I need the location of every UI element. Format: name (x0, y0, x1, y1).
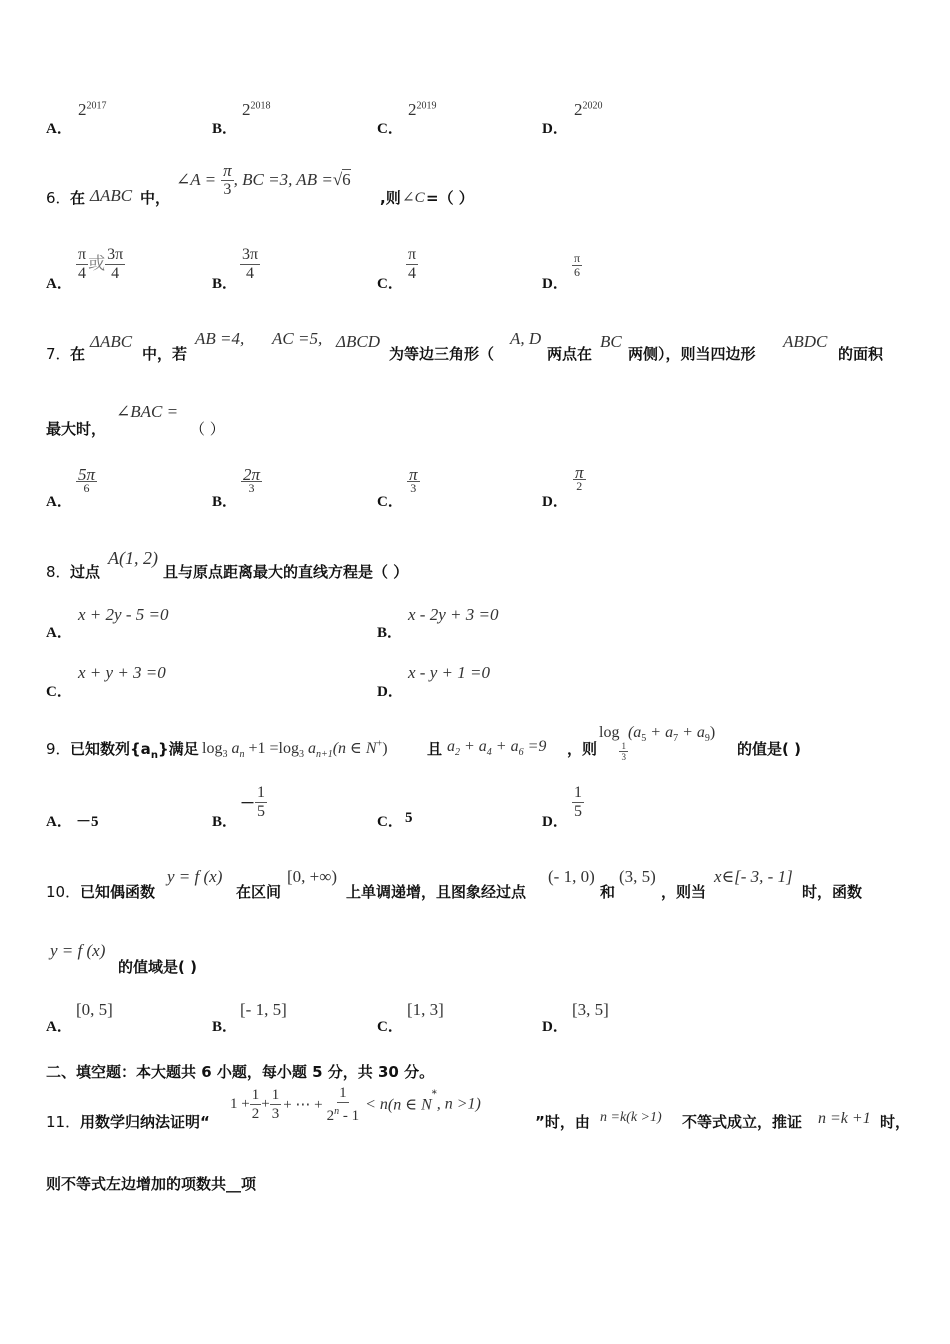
q9-text-1 (70, 738, 199, 761)
q10-text-3: 上单调递增，且图象经过点 (346, 883, 527, 901)
q11-cond-end: , n >1) (436, 1095, 481, 1113)
q8-option-b-label: B． (377, 625, 403, 641)
q6-c-den: 4 (408, 265, 417, 282)
q9-t1-sub: n (150, 750, 158, 761)
q5-b-exp: 2018 (250, 100, 271, 112)
q9-option-b-value (240, 784, 267, 821)
q7-option-c-label: C． (377, 494, 403, 510)
q9-option-c-label: C． (377, 814, 403, 830)
q10-text-4: 和 (600, 883, 616, 901)
q7-a-den: 6 (83, 481, 90, 495)
q11-star: * (431, 1089, 437, 1100)
q8-number: 8． (46, 563, 71, 581)
q7-d-den: 2 (576, 479, 583, 493)
q7-d-num: π (575, 463, 584, 482)
q9-option-d-value (572, 784, 584, 821)
q9-eq9: =9 (523, 738, 547, 755)
q6-angle-c: ∠C (402, 190, 425, 206)
q10-option-c-label: C． (377, 1019, 403, 1035)
q6-option-c-label: C． (377, 276, 403, 292)
q6-c-num: π (408, 246, 417, 263)
q9-base-3: 3 (222, 749, 228, 761)
q6-condition (176, 162, 351, 199)
q6-text-3: ,则 (380, 189, 401, 207)
q6-a-num2: 3π (107, 246, 124, 263)
q10-text-1: 已知偶函数 (80, 883, 156, 901)
q9-a7: + a (646, 724, 674, 741)
q7-option-d-value (573, 463, 586, 493)
q6-number: 6． (46, 189, 71, 207)
q11-plus: + (261, 1096, 270, 1112)
q5-a-base: 2 (78, 100, 87, 119)
q5-c-exp: 2019 (416, 100, 437, 112)
q11-text-1: 用数学归纳法证明“ (80, 1113, 210, 1131)
q6-a-num1: π (78, 246, 87, 263)
q10-option-a-label: A． (46, 1019, 72, 1035)
q6-rest: , BC =3, AB = (233, 170, 333, 189)
q8-option-c-value: x + y + 3 =0 (78, 663, 166, 682)
q8-text-2: 且与原点距离最大的直线方程是（ ） (163, 563, 409, 581)
q11-text-4: 时， (880, 1113, 911, 1131)
q11-f3-den: 2 (326, 1108, 335, 1124)
q9-sum (447, 738, 546, 758)
q9-cond-end: ) (382, 740, 388, 757)
q8-text-1: 过点 (70, 563, 101, 581)
q7-text-8: （ ） (190, 420, 225, 438)
q10-text-5: ，则当 (661, 883, 707, 901)
q8-option-c-label: C． (46, 684, 72, 700)
q11-text-5: 则不等式左边增加的项数共__项 (46, 1175, 257, 1193)
q7-ab: AB =4, (195, 329, 245, 348)
q7-a-num: 5π (78, 465, 96, 484)
q11-number: 11． (46, 1113, 81, 1131)
q7-option-b-value (241, 465, 262, 495)
q5-option-a-label: A． (46, 121, 72, 137)
q7-b-num: 2π (243, 465, 261, 484)
q5-option-c-value (408, 100, 437, 120)
q9-log1: log (202, 740, 223, 757)
q9-n1-sub: n+1 (315, 749, 333, 761)
q9-an1: a (307, 740, 316, 757)
q10-option-b-label: B． (212, 1019, 238, 1035)
q6-option-d-value (572, 252, 582, 279)
q9-b-den: 5 (257, 803, 266, 820)
q5-b-base: 2 (242, 100, 251, 119)
q11-text-2: ”时，由 (535, 1113, 590, 1131)
q8-option-d-value: x - y + 1 =0 (408, 663, 490, 682)
q9-option-a-label: A． (46, 814, 72, 830)
q9-arg: (a (627, 724, 642, 741)
q11-text-3: 不等式成立，推证 (682, 1113, 803, 1131)
q10-point-1: (- 1, 0) (548, 867, 595, 886)
q10-point-2: (3, 5) (619, 867, 656, 886)
q7-option-a-value (76, 465, 97, 495)
q9-t1: 已知数列{a (70, 740, 151, 758)
q6-pi: π (223, 161, 232, 180)
q6-d-den: 6 (574, 265, 581, 279)
q6-pi-over-3 (221, 162, 234, 199)
q10-option-d-value: [3, 5] (572, 1000, 609, 1019)
q6-d-num: π (574, 251, 581, 265)
q6-option-b-value (240, 246, 260, 283)
q9-number: 9． (46, 740, 71, 758)
q5-d-base: 2 (574, 100, 583, 119)
q9-sub5: 5 (641, 733, 647, 745)
q7-text-5: 两侧），则当四边形 (628, 345, 756, 363)
q9-option-d-label: D． (542, 814, 568, 830)
q9-cond: (n ∈ N (332, 740, 377, 757)
q7-c-num: π (409, 465, 418, 484)
q7-text-1: 在 (70, 345, 86, 363)
q7-option-a-label: A． (46, 494, 72, 510)
q9-arg-end: ) (709, 724, 716, 741)
q11-f3-exp: n (334, 1106, 340, 1117)
q11-f1-den: 2 (251, 1106, 260, 1122)
q11-lt: < n (365, 1095, 388, 1113)
q9-b-sign: － (240, 796, 256, 812)
q6-three: 3 (223, 181, 232, 198)
q8-option-a-label: A． (46, 625, 72, 641)
q11-nk1: n =k +1 (818, 1110, 871, 1127)
q11-f3-minus: - 1 (339, 1108, 360, 1124)
q7-ad: A, D (510, 329, 542, 348)
q5-option-a-value (78, 100, 107, 120)
q5-option-d-label: D． (542, 121, 568, 137)
q9-plus1: +1 =log (244, 740, 299, 757)
q7-option-b-label: B． (212, 494, 238, 510)
q6-b-num: 3π (242, 246, 259, 263)
q9-text-4: 的值是( ) (737, 740, 801, 758)
q7-c-den: 3 (410, 481, 417, 495)
q8-option-d-label: D． (377, 684, 403, 700)
q9-recurrence (202, 738, 388, 760)
q7-ac: AC =5, (272, 329, 323, 348)
q5-c-base: 2 (408, 100, 417, 119)
q9-d-den: 5 (574, 803, 582, 820)
q9-sub9: 9 (704, 733, 710, 745)
section-2-heading: 二、填空题：本大题共 6 小题，每小题 5 分，共 30 分。 (46, 1063, 435, 1081)
q9-option-b-label: B． (212, 814, 238, 830)
q7-triangle-bcd: ΔBCD (336, 332, 380, 351)
q10-option-b-value: [- 1, 5] (240, 1000, 287, 1019)
q6-a-or: 或 (88, 254, 106, 273)
q6-option-b-label: B． (212, 276, 238, 292)
q11-f2-num: 1 (271, 1087, 280, 1103)
q9-sub4: 4 (486, 747, 492, 759)
q5-d-exp: 2020 (582, 100, 603, 112)
q9-b-num: 1 (257, 784, 266, 801)
q11-one: 1 + (230, 1096, 250, 1112)
q8-option-b-value: x - 2y + 3 =0 (408, 605, 499, 624)
q6-triangle: ΔABC (90, 186, 133, 205)
q7-b-den: 3 (248, 481, 255, 495)
q9-log2: log (599, 724, 620, 741)
q10-function-2: y = f (x) (50, 941, 106, 960)
q11-f2-den: 3 (271, 1106, 280, 1122)
q6-a-den1: 4 (78, 265, 87, 282)
q10-text-6: 时，函数 (802, 883, 863, 901)
q8-option-a-value: x + 2y - 5 =0 (78, 605, 169, 624)
q7-text-7: 最大时， (46, 420, 107, 438)
q6-option-a-value (76, 246, 125, 283)
q10-option-c-value: [1, 3] (407, 1000, 444, 1019)
q7-triangle-abc: ΔABC (90, 332, 133, 351)
q8-point: A(1, 2) (108, 548, 158, 568)
q5-a-exp: 2017 (86, 100, 107, 112)
q5-option-b-value (242, 100, 271, 120)
q9-sub6: 6 (518, 747, 524, 759)
q6-text-1: 在 (70, 189, 86, 207)
q10-function-1: y = f (x) (167, 867, 223, 886)
q9-an: a (231, 740, 240, 757)
q9-text-3: ，则 (567, 740, 598, 758)
q7-text-3: 为等边三角形（ (389, 345, 495, 363)
q9-d-num: 1 (574, 784, 582, 801)
q11-nk: n =k(k >1) (600, 1110, 662, 1125)
q6-option-c-value (406, 246, 418, 283)
q6-angle-a: ∠A = (176, 170, 217, 189)
q6-text-2: 中， (140, 189, 171, 207)
q6-b-den: 4 (246, 265, 255, 282)
q6-option-d-label: D． (542, 276, 568, 292)
q7-option-c-value (407, 465, 420, 495)
q9-t1-end: }满足 (157, 740, 199, 758)
q9-text-2: 且 (427, 740, 443, 758)
q10-option-d-label: D． (542, 1019, 568, 1035)
q10-interval: [0, +∞) (287, 867, 338, 886)
q9-log-expression (599, 724, 715, 762)
q9-base-3b: 3 (298, 749, 304, 761)
q11-f3-num: 1 (339, 1085, 347, 1101)
q7-option-d-label: D． (542, 494, 568, 510)
q11-inequality (230, 1084, 481, 1125)
q9-a2: a (447, 738, 455, 755)
q10-number: 10． (46, 883, 81, 901)
q7-angle-bac: ∠BAC = (116, 402, 179, 421)
q11-dots: + ⋯ + (283, 1097, 323, 1113)
q6-option-a-label: A． (46, 276, 72, 292)
q7-abdc: ABDC (783, 332, 828, 351)
q9-a9: + a (678, 724, 705, 741)
q9-plus-sup: + (376, 738, 383, 750)
q5-option-c-label: C． (377, 121, 403, 137)
q10-x-range: x∈[- 3, - 1] (714, 867, 793, 886)
q6-six: 6 (342, 170, 351, 189)
q9-a6: + a (491, 738, 519, 755)
q9-base-num: 1 (621, 741, 626, 751)
q6-sqrt: √ (332, 170, 343, 189)
q9-sub7: 7 (673, 733, 679, 745)
q10-text-7: 的值域是( ) (118, 958, 197, 976)
q6-text-4: =（ ） (426, 189, 474, 207)
q5-option-d-value (574, 100, 603, 120)
q7-text-2: 中，若 (142, 345, 188, 363)
q7-text-6: 的面积 (838, 345, 884, 363)
q9-option-a-value: －5 (76, 814, 99, 830)
q11-cond: (n ∈ N (387, 1096, 432, 1114)
q10-option-a-value: [0, 5] (76, 1000, 113, 1019)
q11-f1-num: 1 (251, 1087, 260, 1103)
q7-bc: BC (600, 332, 622, 351)
q9-a4: + a (460, 738, 487, 755)
q5-option-b-label: B． (212, 121, 238, 137)
q9-option-c-value: 5 (405, 810, 413, 826)
q9-base-den: 3 (621, 752, 626, 762)
q6-a-den2: 4 (111, 265, 120, 282)
q9-sub2: 2 (455, 747, 460, 759)
q9-n-sub: n (239, 749, 245, 761)
q7-number: 7． (46, 345, 71, 363)
q7-text-4: 两点在 (547, 345, 593, 363)
q10-text-2: 在区间 (236, 883, 282, 901)
